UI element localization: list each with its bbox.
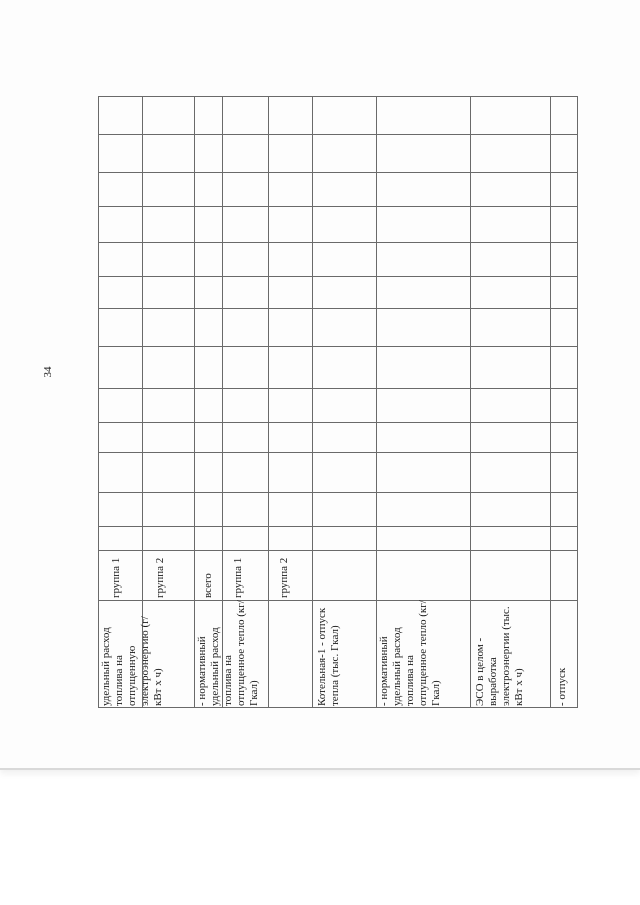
- column-divider: [98, 452, 578, 453]
- data-table: [98, 96, 578, 708]
- column-divider: [98, 388, 578, 389]
- sub-label: группа 1: [110, 557, 122, 598]
- column-divider: [98, 308, 578, 309]
- sub-label: группа 1: [232, 557, 244, 598]
- column-divider: [98, 172, 578, 173]
- sub-label: группа 2: [154, 557, 166, 598]
- row-divider: [550, 96, 551, 708]
- column-divider: [98, 346, 578, 347]
- row-divider: [268, 96, 269, 708]
- row-label: ЭСО в целом - выработка электроэнергии (тыс. кВт х ч): [474, 606, 525, 706]
- row-label: удельный расход топлива на отпущенную электроэнергию (г/кВт х ч): [100, 616, 164, 706]
- sub-label: группа 2: [278, 557, 290, 598]
- row-divider: [470, 96, 471, 708]
- table-border-right: [577, 96, 578, 708]
- table-border-left: [98, 96, 99, 708]
- table-border-top: [98, 96, 578, 97]
- row-divider: [312, 96, 313, 708]
- page-number: 34: [42, 366, 54, 378]
- column-divider: [98, 242, 578, 243]
- row-label: - отпуск: [556, 667, 568, 706]
- sub-label: всего: [202, 573, 214, 598]
- column-divider: [98, 526, 578, 527]
- column-divider: [98, 550, 578, 551]
- row-label: - нормативный удельный расход топлива на отпущенное тепло (кг/Гкал): [378, 600, 442, 706]
- column-divider: [98, 134, 578, 135]
- table-border-bottom: [98, 707, 578, 708]
- column-divider: [98, 276, 578, 277]
- row-label: - нормативный удельный расход топлива на отпущенное тепло (кг/Гкал): [196, 600, 260, 706]
- row-label: Котельная-1 - отпуск тепла (тыс. Гкал): [316, 607, 341, 706]
- row-divider: [194, 96, 195, 708]
- column-divider: [98, 422, 578, 423]
- column-divider: [98, 492, 578, 493]
- column-divider: [98, 206, 578, 207]
- row-divider: [376, 96, 377, 708]
